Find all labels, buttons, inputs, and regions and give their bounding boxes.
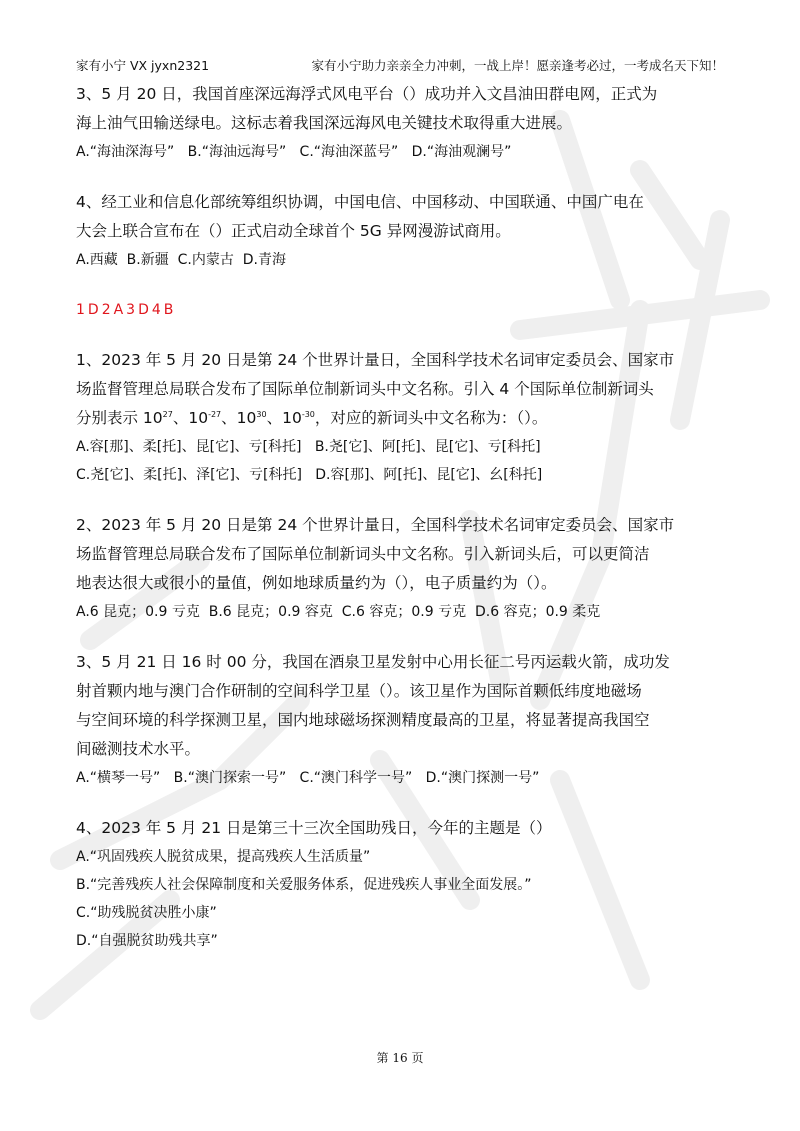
question-options: A.容[那]、柔[托]、昆[它]、亏[科托] B.尧[它]、阿[托]、昆[它]、亏[科托] <box>76 439 541 455</box>
question-text: 4、经工业和信息化部统筹组织协调，中国电信、中国移动、中国联通、中国广电在 <box>76 193 644 211</box>
question-text: 大会上联合宣布在（）正式启动全球首个 5G 异网漫游试商用。 <box>76 222 511 240</box>
answer-key: 1D2A3D4B <box>76 302 177 318</box>
question-text: 与空间环境的科学探测卫星，国内地球磁场探测精度最高的卫星，将显著提高我国空 <box>76 711 650 729</box>
question-options: A.西藏 B.新疆 C.内蒙古 D.青海 <box>76 252 286 268</box>
question-block <box>76 188 728 274</box>
question-block <box>76 648 728 792</box>
question-text: 海上油气田输送绿电。这标志着我国深远海风电关键技术取得重大进展。 <box>76 114 573 132</box>
question-text: 3、5 月 21 日 16 时 00 分，我国在酒泉卫星发射中心用长征二号丙运载火箭，成功发 <box>76 653 670 671</box>
question-text: 4、2023 年 5 月 21 日是第三十三次全国助残日，今年的主题是（） <box>76 819 552 837</box>
page-number: 第 16 页 <box>376 1051 424 1065</box>
header-left-text: 家有小宁 VX jyxn2321 <box>76 58 210 73</box>
question-text: 地表达很大或很小的量值，例如地球质量约为（），电子质量约为（）。 <box>76 574 557 592</box>
question-options: A.“海油深海号” B.“海油远海号” C.“海油深蓝号” D.“海油观澜号” <box>76 144 512 160</box>
question-text: 3、5 月 20 日，我国首座深远海浮式风电平台（）成功并入文昌油田群电网，正式为 <box>76 85 658 103</box>
question-block <box>76 346 728 489</box>
question-options: C.尧[它]、柔[托]、泽[它]、亏[科托] D.容[那]、阿[托]、昆[它]、幺[科托] <box>76 467 543 483</box>
option-c: C.“助残脱贫决胜小康” <box>76 905 217 921</box>
page-content <box>76 80 728 955</box>
question-text: 场监督管理总局联合发布了国际单位制新词头中文名称。引入 4 个国际单位制新词头 <box>76 380 654 398</box>
option-d: D.“自强脱贫助残共享” <box>76 933 218 949</box>
question-text: 1、2023 年 5 月 20 日是第 24 个世界计量日，全国科学技术名词审定委员会、国家市 <box>76 351 675 369</box>
option-b: B.“完善残疾人社会保障制度和关爱服务体系，促进残疾人事业全面发展。” <box>76 877 532 893</box>
question-text: 分别表示 $10^{27}$、$10^{-27}$、$10^{30}$、$10^{-30}$，对应的新词头中文名称为：（）。 <box>76 409 548 427</box>
question-block <box>76 511 728 626</box>
question-text: 场监督管理总局联合发布了国际单位制新词头中文名称。引入新词头后，可以更简洁 <box>76 545 650 563</box>
page-header <box>76 56 724 74</box>
question-block <box>76 80 728 166</box>
exponent: -30 <box>301 409 315 419</box>
question-text: 射首颗内地与澳门合作研制的空间科学卫星（）。该卫星作为国际首颗低纬度地磁场 <box>76 682 642 700</box>
exponent: 27 <box>162 409 173 419</box>
question-options: A.6 昆克；0.9 亏克 B.6 昆克；0.9 容克 C.6 容克；0.9 亏克 D.6 容克；0.9 柔克 <box>76 604 601 620</box>
exponent: 30 <box>256 409 267 419</box>
option-a: A.“巩固残疾人脱贫成果，提高残疾人生活质量” <box>76 849 371 865</box>
question-text: 2、2023 年 5 月 20 日是第 24 个世界计量日，全国科学技术名词审定委员会、国家市 <box>76 516 675 534</box>
question-block <box>76 814 728 955</box>
exponent: -27 <box>208 409 222 419</box>
header-right-text: 家有小宁助力亲亲全力冲刺，一战上岸！愿亲逢考必过，一考成名天下知！ <box>311 58 724 73</box>
question-text: 间磁测技术水平。 <box>76 740 201 758</box>
question-options: A.“横琴一号” B.“澳门探索一号” C.“澳门科学一号” D.“澳门探测一号” <box>76 770 540 786</box>
